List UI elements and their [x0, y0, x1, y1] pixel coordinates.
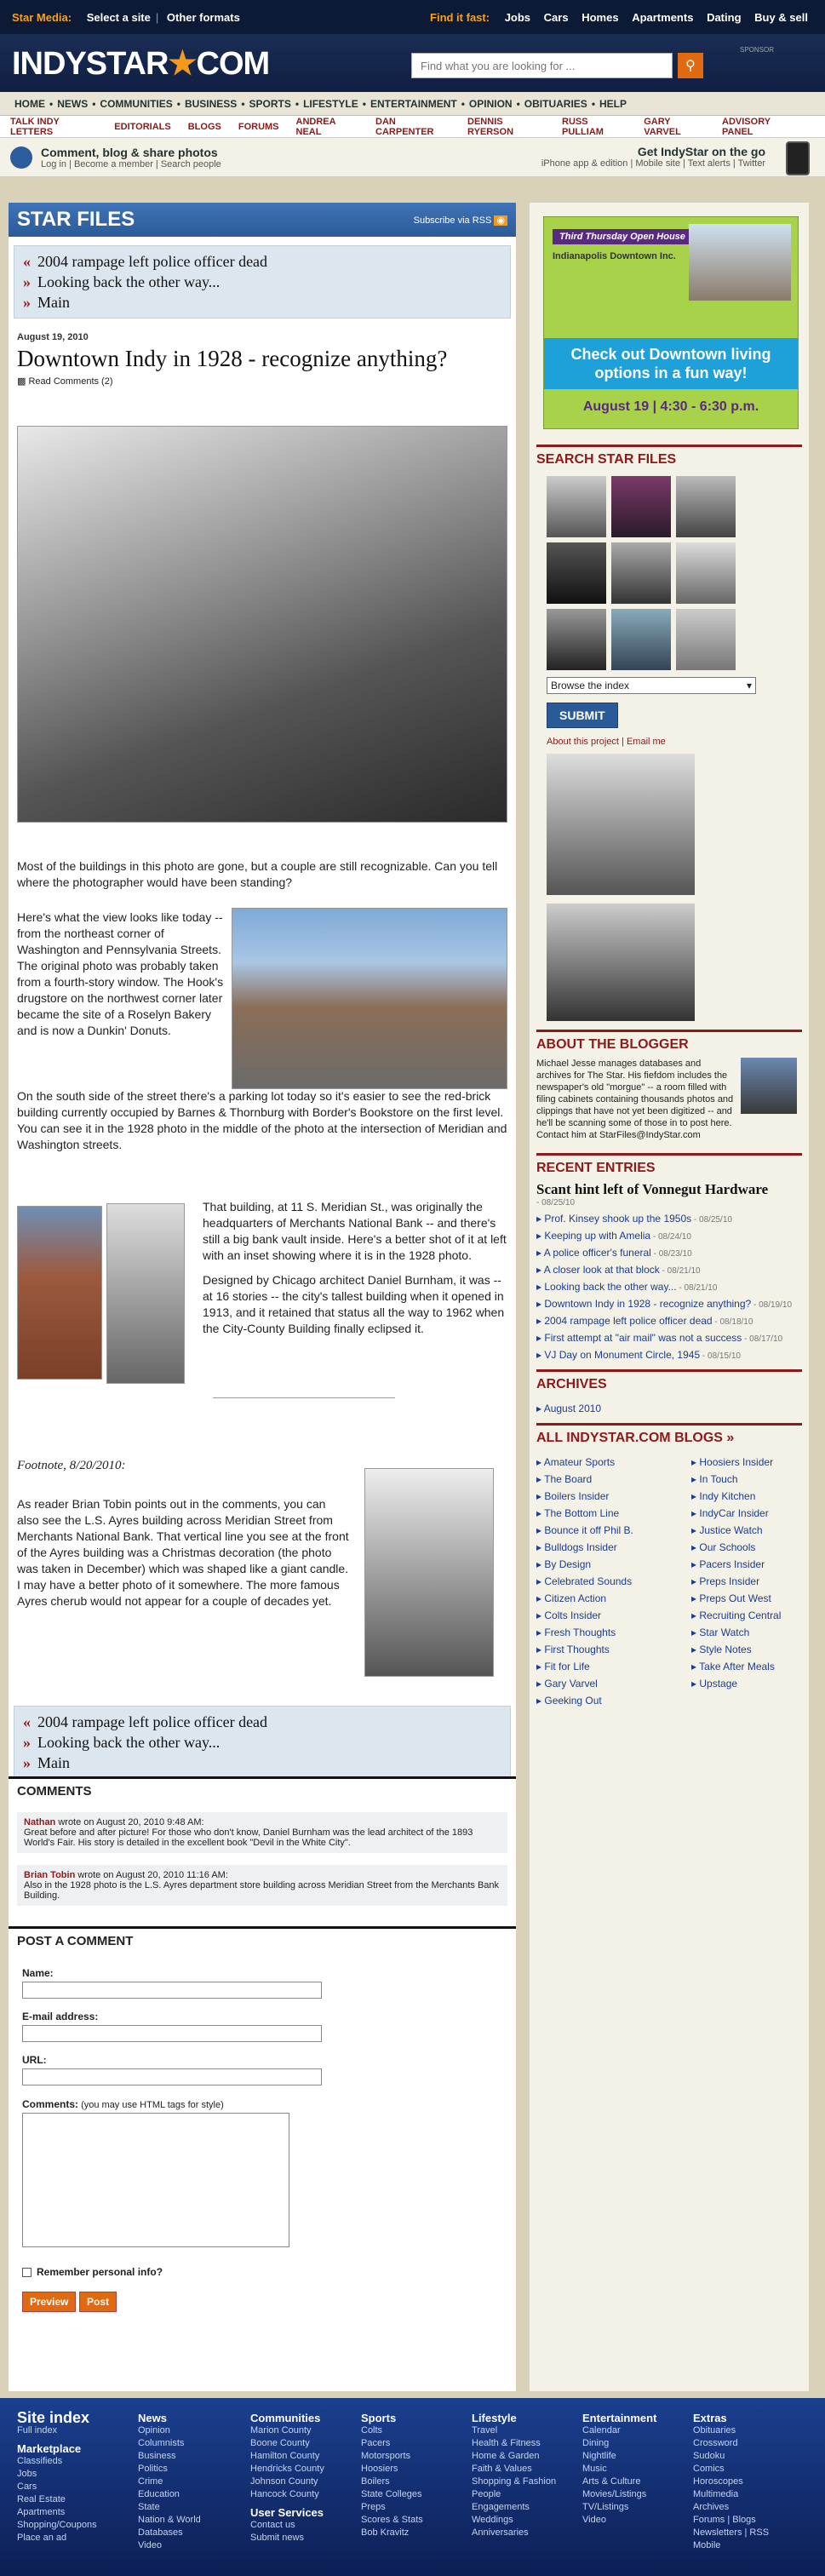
list-item[interactable]: ▸ 2004 rampage left police officer dead - 08/18/10	[536, 1315, 753, 1327]
footer-communities: Communities Marion County Boone County Hamilton County Hendricks County Johnson County Hancock County User Services Contact us Submit news	[250, 2412, 324, 2543]
portrait-thumb[interactable]	[676, 476, 736, 537]
remember-label: Remember personal info?	[37, 2266, 163, 2278]
url-label: URL:	[22, 2054, 47, 2066]
ad-photo	[689, 224, 791, 301]
footer-entertainment: Entertainment Calendar Dining Nightlife Music Arts & Culture Movies/Listings TV/Listings Video	[582, 2412, 657, 2525]
footer-link[interactable]: Movies/Listings	[582, 2489, 647, 2499]
opinion-subnav	[0, 116, 825, 138]
portrait-thumb[interactable]	[611, 476, 671, 537]
blog-link[interactable]: ▸ In Touch	[691, 1473, 738, 1485]
footer-link[interactable]: Hancock County	[250, 2489, 319, 2499]
footer-link[interactable]: People	[472, 2489, 501, 2499]
subnav-andrea-neal[interactable]: ANDREA NEAL	[295, 116, 336, 137]
footer-link[interactable]: Politics	[138, 2464, 168, 2474]
portrait-grid	[547, 476, 802, 670]
footer-lifestyle: Lifestyle Travel Health & Fitness Home & Garden Faith & Values Shopping & Fashion People Engagements Weddings Anniversaries	[472, 2412, 557, 2538]
footer-link[interactable]: Faith & Values	[472, 2464, 532, 2474]
ad-tag: Third Thursday Open House	[553, 229, 692, 244]
footer-link[interactable]: Travel	[472, 2425, 498, 2435]
comment-item: Nathan wrote on August 20, 2010 9:48 AM: Great before and after picture! For those who don't know, Daniel Burnham was the lead architect of the 1893 World's Fair. His story is detailed in the excellent book "Devil in the White City".	[17, 1812, 507, 1853]
nav-home[interactable]: HOME	[14, 97, 45, 110]
star-media-links: Star Media: Select a site | Other formats	[12, 10, 240, 24]
submit-button[interactable]: SUBMIT	[547, 703, 618, 728]
subnav-russ-pulliam[interactable]: RUSS PULLIAM	[562, 116, 604, 137]
list-item[interactable]: ▸ A police officer's funeral - 08/23/10	[536, 1247, 692, 1259]
footer-link[interactable]: Submit news	[250, 2533, 304, 2543]
post-date: August 19, 2010	[17, 332, 89, 342]
nav-lifestyle[interactable]: LIFESTYLE	[303, 97, 358, 110]
portrait-thumb[interactable]	[611, 542, 671, 604]
photo-1928-downtown	[17, 426, 507, 823]
blog-link[interactable]: ▸ By Design	[536, 1558, 592, 1570]
blog-link[interactable]: ▸ Hoosiers Insider	[691, 1456, 774, 1468]
main-link[interactable]: » Main	[23, 294, 70, 311]
prev-next-bottom	[14, 1706, 511, 1779]
footnote-label: Footnote, 8/20/2010:	[17, 1459, 126, 1472]
footer-link[interactable]: Opinion	[138, 2425, 170, 2435]
main-nav: HOME • NEWS • COMMUNITIES • BUSINESS • SPORTS • LIFESTYLE • ENTERTAINMENT • OPINION • OBITUARIES • HELP	[0, 92, 825, 116]
blog-title: STAR FILES	[17, 208, 135, 231]
paragraph-2: Here's what the view looks like today -- from the northeast corner of Washington and Pennsylvania Streets. The original photo was probably taken from a fourth-story window. The Hook's drugstore on the northwest corner later became the site of a Roselyn Bakery and is now a Dunkin' Donuts.	[17, 910, 224, 1037]
footer-link[interactable]: Home & Garden	[472, 2451, 540, 2461]
footer-link[interactable]: Marion County	[250, 2425, 312, 2435]
search-button[interactable]	[678, 53, 703, 78]
list-item[interactable]: ▸ Keeping up with Amelia - 08/24/10	[536, 1230, 691, 1242]
blog-link[interactable]: ▸ Boilers Insider	[536, 1490, 610, 1502]
footer-link[interactable]: Hendricks County	[250, 2464, 324, 2474]
comment-author[interactable]: Nathan	[24, 1817, 56, 1827]
divider	[213, 1397, 395, 1398]
paragraph-1: Most of the buildings in this photo are gone, but a couple are still recognizable. Can you tell where the photographer would have been standing?	[17, 859, 498, 889]
footer-link[interactable]: Real Estate	[17, 2494, 66, 2504]
about-blogger-heading: ABOUT THE BLOGGER	[536, 1030, 802, 1058]
recent-entries-heading: RECENT ENTRIES	[536, 1153, 802, 1181]
footer-link[interactable]: Cars	[17, 2481, 37, 2492]
footer-link[interactable]: Comics	[693, 2464, 725, 2474]
subscribe-rss-link[interactable]: Subscribe via RSS ◉	[414, 215, 507, 226]
next-link[interactable]: » Looking back the other way...	[23, 273, 221, 290]
footer-news: News Opinion Columnists Business Politics Crime Education State Nation & World Databases Video	[138, 2412, 201, 2550]
right-sidebar: Third Thursday Open House Indianapolis Downtown Inc. Check out Downtown living options in a fun way! August 19 | 4:30 - 6:30 p.m. SEARCH STAR FILES Browse the index ▾ SUBMIT About this project | Email me ABOUT THE BLOGGER Michael Jesse manages databases and archives for The Star. His fiefdom includes the newspaper's old "morgue" -- a room filled with filing cabinets containing thousands photos and clippings that have not yet been digitized -- and he'll be scanning some of those in to post here. Contact him at StarFiles@IndyStar.com RECENT ENTRIES Scant hint left of Vonnegut Hardware - 08/25/10 ▸ Prof. Kinsey shook up the 1950s - 08/25/10 ▸ Keeping up with Amelia - 08/24/10 ▸ A police officer's funeral - 08/23/10 ▸ A closer look at that block - 08/21/10 ▸ Looking back the other way... - 08/21/10 ▸ Downtown Indy in 1928 - recognize anything? - 08/19/10 ▸ 2004 rampage left police officer dead - 08/18/10 ▸ First attempt at "air mail" was not a success - 08/17/10 ▸ VJ Day on Monument Circle, 1945 - 08/15/10 ARCHIVES ▸ August 2010 ALL INDYSTAR.COM BLOGS » ▸ Amateur Sports ▸ The Board ▸ Boilers Insider ▸ The Bottom Line ▸ Bounce it off Phil B. ▸ Bulldogs Insider ▸ By Design ▸ Celebrated Sounds ▸ Citizen Action ▸ Colts Insider ▸ Fresh Thoughts ▸ First Thoughts ▸ Fit for Life ▸ Gary Varvel ▸ Geeking Out ▸ Hoosiers Insider ▸ In Touch ▸ Indy Kitchen ▸ IndyCar Insider ▸ Justice Watch ▸ Our Schools ▸ Pacers Insider ▸ Preps Insider ▸ Preps Out West ▸ Recruiting Central ▸ Star Watch ▸ Style Notes ▸ Take After Meals ▸ Upstage	[530, 203, 809, 2391]
footer-link[interactable]: Newsletters | RSS	[693, 2527, 770, 2538]
footer-link[interactable]: Horoscopes	[693, 2476, 743, 2487]
member-icon	[10, 146, 32, 169]
rss-icon: ◉	[494, 215, 507, 226]
photo-ayres-building	[364, 1468, 494, 1677]
recent-entries-list	[536, 1213, 802, 1361]
other-formats-link[interactable]: Other formats	[166, 10, 240, 24]
paragraph-5: Designed by Chicago architect Daniel Burnham, it was -- at 16 stories -- the city's tallest building when it opened in 1913, and it retained that status all the way to 1962 when the City-County Building finally eclipsed it.	[203, 1273, 505, 1335]
comment-text: Also in the 1928 photo is the L.S. Ayres department store building across Meridian Street from the Merchants Bank Building.	[24, 1880, 500, 1901]
blog-link[interactable]: ▸ Our Schools	[691, 1541, 756, 1553]
ad-brand: Indianapolis Downtown Inc.	[553, 251, 676, 261]
photo-today-view	[232, 908, 507, 1089]
footer-link[interactable]: Obituaries	[693, 2425, 736, 2435]
post-comment-heading: POST A COMMENT	[9, 1926, 516, 1954]
footer-link[interactable]: Video	[138, 2540, 162, 2550]
footer-sports: Sports Colts Pacers Motorsports Hoosiers Boilers State Colleges Preps Scores & Stats Bob Kravitz	[361, 2412, 423, 2538]
footer-link[interactable]: Jobs	[17, 2469, 37, 2479]
sponsor-label: SPONSOR	[739, 46, 774, 54]
member-links[interactable]: Log in | Become a member | Search people	[41, 158, 221, 169]
url-field[interactable]	[22, 2068, 322, 2085]
blog-link[interactable]: ▸ Gary Varvel	[536, 1678, 598, 1690]
select-site-link[interactable]: Select a site	[86, 10, 151, 24]
subnav-blogs[interactable]: BLOGS	[187, 121, 221, 132]
blog-link[interactable]: ▸ Take After Meals	[691, 1661, 775, 1672]
blog-link[interactable]: ▸ Style Notes	[691, 1644, 752, 1655]
list-item[interactable]: ▸ VJ Day on Monument Circle, 1945 - 08/15/10	[536, 1349, 741, 1361]
homes-link[interactable]: Homes	[582, 10, 619, 24]
comments-textarea[interactable]	[22, 2113, 289, 2247]
list-item[interactable]: ▸ Downtown Indy in 1928 - recognize anything? - 08/19/10	[536, 1298, 792, 1310]
portrait-thumb[interactable]	[547, 542, 606, 604]
blog-link[interactable]: ▸ Preps Out West	[691, 1592, 771, 1604]
footer-site-index: Site index Full index Marketplace Classifieds Jobs Cars Real Estate Apartments Shopping/Coupons Place an ad	[17, 2409, 97, 2543]
paragraph-3: On the south side of the street there's a parking lot today so it's easier to see the red-brick building currently occupied by Barnes & Thornburg with Border's Bookstore on the first level. You can see it in the 1928 photo in the middle of the photo at the intersection of Meridian and Washington streets.	[17, 1089, 507, 1151]
comment-icon: ▩	[17, 376, 26, 387]
blog-link[interactable]: ▸ Recruiting Central	[691, 1609, 782, 1621]
mobile-links[interactable]: iPhone app & edition | Mobile site | Text alerts | Twitter	[541, 158, 765, 169]
footer-link[interactable]: Colts	[361, 2425, 383, 2435]
search-files-heading: SEARCH STAR FILES	[536, 445, 802, 473]
blog-link[interactable]: ▸ Geeking Out	[536, 1695, 602, 1707]
footer-link[interactable]: Pacers	[361, 2438, 391, 2448]
nav-help[interactable]: HELP	[599, 97, 627, 110]
name-field[interactable]	[22, 1982, 322, 1999]
footer-link[interactable]: Shopping & Fashion	[472, 2476, 557, 2487]
photo-merchants-bank	[17, 1206, 102, 1380]
sidebar-photo-2	[547, 904, 695, 1021]
footer-link[interactable]: Education	[138, 2489, 180, 2499]
blog-link[interactable]: ▸ Celebrated Sounds	[536, 1575, 633, 1587]
footer-link[interactable]: Apartments	[17, 2507, 66, 2517]
portrait-thumb[interactable]	[611, 609, 671, 670]
prev-next-top	[14, 245, 511, 318]
read-comments-link[interactable]: ▩ Read Comments (2)	[17, 376, 113, 387]
blog-link[interactable]: ▸ Colts Insider	[536, 1609, 602, 1621]
blog-link[interactable]: ▸ Preps Insider	[691, 1575, 760, 1587]
left-arrow-icon: «	[23, 253, 31, 270]
ad-date: August 19 | 4:30 - 6:30 p.m.	[582, 399, 759, 414]
comment-text: Great before and after picture! For those who don't know, Daniel Burnham was the lead architect of the 1893 World's Fair. His story is detailed in the excellent book "Devil in the White City".	[24, 1827, 473, 1848]
list-item[interactable]: ▸ First attempt at "air mail" was not a success - 08/17/10	[536, 1332, 783, 1344]
subnav-forums[interactable]: FORUMS	[238, 121, 279, 132]
site-header	[0, 34, 825, 92]
top-bar	[0, 0, 825, 34]
subnav-editorials[interactable]: EDITORIALS	[114, 121, 171, 132]
footer-link[interactable]: Preps	[361, 2502, 386, 2512]
blogger-photo	[741, 1058, 797, 1114]
apartments-link[interactable]: Apartments	[632, 10, 694, 24]
footer-link[interactable]: Forums | Blogs	[693, 2515, 756, 2525]
ad-headline: Check out Downtown living options in a fun way!	[544, 338, 798, 389]
blog-link[interactable]: ▸ The Bottom Line	[536, 1507, 620, 1519]
chevron-down-icon: ▾	[746, 680, 752, 691]
subnav-advisory-panel[interactable]: ADVISORY PANEL	[722, 116, 771, 137]
footer-link[interactable]: Scores & Stats	[361, 2515, 423, 2525]
blog-link[interactable]: ▸ Indy Kitchen	[691, 1490, 756, 1502]
buy-sell-link[interactable]: Buy & sell	[754, 10, 808, 24]
next-link-bottom[interactable]: » Looking back the other way...	[23, 1734, 221, 1751]
blogs-col-2	[691, 1451, 781, 1712]
paragraph-6: As reader Brian Tobin points out in the comments, you can also see the L.S. Ayres building across Meridian Street from Merchants National Bank. That vertical line you see at the front of the Ayres building was a Christmas decoration (the photo was taken in December) which was shaped like a giant candle. I may have a better photo of it somewhere. The more famous Ayres cherub would not appear for a couple of decades yet.	[17, 1497, 349, 1608]
blog-link[interactable]: ▸ Amateur Sports	[536, 1456, 616, 1468]
footer-link[interactable]: Crime	[138, 2476, 163, 2487]
subnav-dennis-ryerson[interactable]: DENNIS RYERSON	[467, 116, 514, 137]
footer-link[interactable]: Motorsports	[361, 2451, 411, 2461]
footer-link[interactable]: TV/Listings	[582, 2502, 629, 2512]
footer-link[interactable]: Hoosiers	[361, 2464, 398, 2474]
footer-link[interactable]: Anniversaries	[472, 2527, 529, 2538]
prev-link-bottom[interactable]: « 2004 rampage left police officer dead	[23, 1713, 268, 1730]
site-footer	[0, 2398, 825, 2576]
comment-item: Brian Tobin wrote on August 20, 2010 11:16 AM: Also in the 1928 photo is the L.S. Ayres department store building across Meridian Street from the Merchants Bank Building.	[17, 1865, 507, 1906]
blog-link[interactable]: ▸ Citizen Action	[536, 1592, 607, 1604]
mobile-title: Get IndyStar on the go	[637, 145, 765, 158]
footer-link[interactable]: Multimedia	[693, 2489, 739, 2499]
footer-link[interactable]: Columnists	[138, 2438, 185, 2448]
footer-link[interactable]: Engagements	[472, 2502, 530, 2512]
preview-button[interactable]: Preview	[22, 2292, 76, 2312]
photo-bank-inset	[106, 1203, 185, 1384]
prev-link[interactable]: « 2004 rampage left police officer dead	[23, 253, 268, 270]
footer-link[interactable]: State Colleges	[361, 2489, 422, 2499]
footer-link[interactable]: Sudoku	[693, 2451, 725, 2461]
about-text: Michael Jesse manages databases and archives for The Star. His fiefdom includes the newspaper's old "morgue" -- a room filled with filing cabinets containing thousands photos and clippings that have not yet been digitized -- and he'll be scanning some of those in to post here. Contact him at StarFiles@IndyStar.com	[536, 1059, 734, 1140]
footer-link[interactable]: Business	[138, 2451, 176, 2461]
all-blogs-heading: ALL INDYSTAR.COM BLOGS »	[536, 1423, 802, 1451]
footer-link[interactable]: Place an ad	[17, 2533, 67, 2543]
footer-link[interactable]: Hamilton County	[250, 2451, 320, 2461]
footer-link[interactable]: State	[138, 2502, 160, 2512]
blog-link[interactable]: ▸ Justice Watch	[691, 1524, 763, 1536]
full-index-link[interactable]: Full index	[17, 2425, 58, 2435]
post-button[interactable]: Post	[79, 2292, 117, 2312]
footer-link[interactable]: Nightlife	[582, 2451, 616, 2461]
archive-item[interactable]: ▸ August 2010	[536, 1403, 602, 1414]
footer-link[interactable]: Arts & Culture	[582, 2476, 641, 2487]
post-title: Downtown Indy in 1928 - recognize anything?	[17, 346, 448, 371]
blog-link[interactable]: ▸ Star Watch	[691, 1626, 750, 1638]
blog-link[interactable]: ▸ The Board	[536, 1473, 593, 1485]
browse-index-select[interactable]: Browse the index ▾	[547, 677, 756, 694]
about-email-links[interactable]: About this project | Email me	[547, 737, 666, 747]
footer-link[interactable]: Shopping/Coupons	[17, 2520, 97, 2530]
right-arrow-icon: »	[23, 273, 31, 290]
footer-link[interactable]: Music	[582, 2464, 607, 2474]
nav-business[interactable]: BUSINESS	[184, 97, 238, 110]
main-column	[9, 203, 516, 2391]
name-label: Name:	[22, 1967, 54, 1979]
nav-news[interactable]: NEWS	[57, 97, 89, 110]
footer-link[interactable]: Crossword	[693, 2438, 738, 2448]
comments-hint: (you may use HTML tags for style)	[78, 2100, 224, 2110]
portrait-thumb[interactable]	[676, 609, 736, 670]
subnav-gary-varvel[interactable]: GARY VARVEL	[644, 116, 681, 137]
blog-link[interactable]: ▸ IndyCar Insider	[691, 1507, 769, 1519]
footer-link[interactable]: Classifieds	[17, 2456, 63, 2466]
archives-heading: ARCHIVES	[536, 1369, 802, 1397]
email-label: E-mail address:	[22, 2011, 99, 2022]
search-icon: ⚲	[685, 59, 696, 73]
footer-link[interactable]: Dining	[582, 2438, 610, 2448]
comment-author[interactable]: Brian Tobin	[24, 1870, 76, 1880]
comments-label: Comments:	[22, 2098, 79, 2110]
blog-link[interactable]: ▸ Bounce it off Phil B.	[536, 1524, 633, 1536]
email-field[interactable]	[22, 2025, 322, 2042]
blog-link[interactable]: ▸ Fit for Life	[536, 1661, 590, 1672]
blog-link[interactable]: ▸ Upstage	[691, 1678, 738, 1690]
subnav-dan-carpenter[interactable]: DAN CARPENTER	[375, 116, 434, 137]
portrait-thumb[interactable]	[676, 542, 736, 604]
site-index-title: Site index	[17, 2409, 90, 2426]
dating-link[interactable]: Dating	[707, 10, 742, 24]
indystar-logo[interactable]: INDYSTAR★COM	[12, 45, 270, 82]
comments-section	[9, 1776, 516, 1909]
find-it-fast: Find it fast: Jobs Cars Homes Apartments Dating Buy & sell	[430, 10, 808, 24]
footer-link[interactable]: Boone County	[250, 2438, 310, 2448]
site-search-input[interactable]	[411, 53, 673, 78]
main-link-bottom[interactable]: » Main	[23, 1754, 70, 1771]
footer-link[interactable]: Boilers	[361, 2476, 390, 2487]
sidebar-photo-1	[547, 754, 695, 895]
phone-icon	[786, 141, 810, 175]
featured-entry[interactable]: Scant hint left of Vonnegut Hardware	[536, 1181, 769, 1197]
footer-link[interactable]: Weddings	[472, 2515, 513, 2525]
paragraph-4: That building, at 11 S. Meridian St., was originally the headquarters of Merchants National Bank -- and there's still a big bank vault inside. Here's a better shot of it at left with an inset showing where it is in the 1928 photo.	[203, 1200, 507, 1262]
downtown-ad[interactable]	[543, 216, 799, 429]
blog-link[interactable]: ▸ Bulldogs Insider	[536, 1541, 617, 1553]
nav-opinion[interactable]: OPINION	[468, 97, 513, 110]
footer-link[interactable]: Calendar	[582, 2425, 621, 2435]
comments-heading: COMMENTS	[9, 1776, 516, 1804]
blog-link[interactable]: ▸ Pacers Insider	[691, 1558, 765, 1570]
nav-sports[interactable]: SPORTS	[249, 97, 291, 110]
footer-link[interactable]: Databases	[138, 2527, 183, 2538]
footer-link[interactable]: Health & Fitness	[472, 2438, 541, 2448]
footer-link[interactable]: Archives	[693, 2502, 730, 2512]
post-comment-form	[9, 1926, 516, 2321]
nav-entertainment[interactable]: ENTERTAINMENT	[370, 97, 457, 110]
portrait-thumb[interactable]	[547, 609, 606, 670]
footer-link[interactable]: Video	[582, 2515, 606, 2525]
remember-checkbox[interactable]	[22, 2268, 32, 2277]
blogs-col-1	[536, 1451, 691, 1712]
up-arrow-icon: »	[23, 294, 31, 311]
blog-link[interactable]: ▸ First Thoughts	[536, 1644, 610, 1655]
list-item[interactable]: ▸ Looking back the other way... - 08/21/10	[536, 1281, 718, 1293]
footer-link[interactable]: Nation & World	[138, 2515, 201, 2525]
footer-link[interactable]: Mobile	[693, 2540, 721, 2550]
jobs-link[interactable]: Jobs	[504, 10, 531, 24]
nav-communities[interactable]: COMMUNITIES	[100, 97, 173, 110]
nav-obituaries[interactable]: OBITUARIES	[524, 97, 587, 110]
portrait-thumb[interactable]	[547, 476, 606, 537]
blog-banner	[9, 203, 516, 237]
subnav-talk-indy[interactable]: TALK INDY LETTERS	[10, 116, 60, 137]
member-title: Comment, blog & share photos	[41, 145, 218, 159]
list-item[interactable]: ▸ Prof. Kinsey shook up the 1950s - 08/25/10	[536, 1213, 732, 1225]
blog-link[interactable]: ▸ Fresh Thoughts	[536, 1626, 616, 1638]
footer-extras: Extras Obituaries Crossword Sudoku Comics Horoscopes Multimedia Archives Forums | Blogs Newsletters | RSS Mobile	[693, 2412, 770, 2550]
member-bar	[0, 138, 825, 177]
cars-link[interactable]: Cars	[543, 10, 569, 24]
footer-link[interactable]: Bob Kravitz	[361, 2527, 410, 2538]
list-item[interactable]: ▸ A closer look at that block - 08/21/10	[536, 1264, 701, 1276]
footer-link[interactable]: Contact us	[250, 2520, 295, 2530]
footer-link[interactable]: Johnson County	[250, 2476, 318, 2487]
